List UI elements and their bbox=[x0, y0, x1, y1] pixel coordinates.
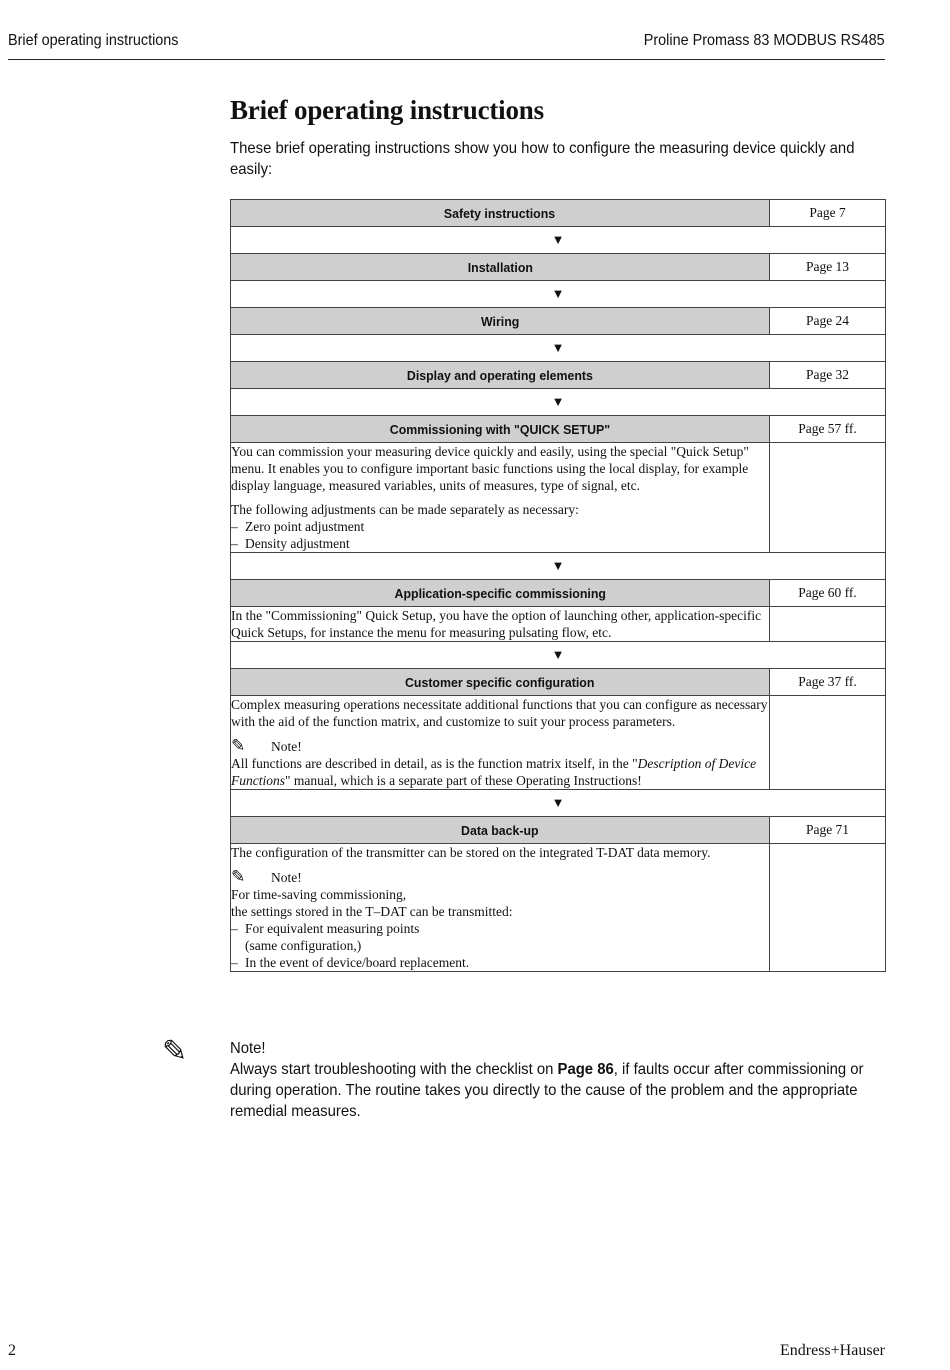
page-reference: Page 24 bbox=[770, 308, 886, 335]
step-row-wiring bbox=[231, 308, 886, 335]
step-description-row bbox=[231, 844, 886, 972]
step-description bbox=[231, 696, 770, 790]
down-arrow-icon: ▼ bbox=[231, 642, 886, 669]
troubleshooting-note bbox=[230, 1038, 881, 1122]
step-label: Customer specific configuration bbox=[405, 674, 595, 690]
pencil-note-icon: ✎ bbox=[231, 736, 246, 755]
step-row-customer-config bbox=[231, 669, 886, 696]
list-item: – For equivalent measuring points bbox=[231, 921, 420, 936]
running-header-left: Brief operating instructions bbox=[8, 32, 179, 49]
step-description-row bbox=[231, 696, 886, 790]
step-row-data-backup bbox=[231, 817, 886, 844]
list-item: – In the event of device/board replacement. bbox=[231, 955, 470, 970]
step-description bbox=[231, 443, 770, 553]
step-row-installation bbox=[231, 254, 886, 281]
step-row-display bbox=[231, 362, 886, 389]
description-text: You can commission your measuring device quickly and easily, using the special "Quick Setup" menu. It enables you to configure important basic functions using the local display, for example display language, measured variables, units of measures, type of signal, etc. bbox=[231, 444, 749, 493]
page-number: 2 bbox=[8, 1342, 16, 1359]
intro-paragraph: These brief operating instructions show you how to configure the measuring device quickly and easily: bbox=[230, 140, 855, 178]
step-label: Commissioning with "QUICK SETUP" bbox=[389, 421, 611, 437]
brand-name: Endress+Hauser bbox=[780, 1342, 885, 1359]
page-reference: Page 7 bbox=[770, 200, 886, 227]
page-reference: Page 13 bbox=[770, 254, 886, 281]
step-label: Data back-up bbox=[461, 822, 539, 838]
description-text: The configuration of the transmitter can be stored on the integrated T-DAT data memory. bbox=[231, 845, 711, 860]
step-label: Wiring bbox=[480, 313, 520, 329]
procedure-flow-table bbox=[230, 199, 886, 972]
step-label: Safety instructions bbox=[444, 205, 556, 221]
description-text: In the "Commissioning" Quick Setup, you have the option of launching other, application-specific Quick Setups, for instance the menu for measuring pulsating flow, etc. bbox=[231, 608, 762, 640]
page-link: Page 86 bbox=[557, 1061, 614, 1078]
description-text: Complex measuring operations necessitate additional functions that you can configure as necessary with the aid of the function matrix, and customize to suit your process parameters. bbox=[231, 697, 768, 729]
step-row-safety bbox=[231, 200, 886, 227]
list-item: – Density adjustment bbox=[231, 536, 350, 551]
step-description-row bbox=[231, 607, 886, 642]
list-item: – Zero point adjustment bbox=[231, 519, 365, 534]
down-arrow-icon: ▼ bbox=[231, 335, 886, 362]
step-description bbox=[231, 844, 770, 972]
header-rule bbox=[8, 59, 885, 60]
note-text: ✎ Note! For time-saving commissioning, the settings stored in the T–DAT can be transmitted: – For equivalent measuring points (same configuration,) – In the event of device/board replacement. bbox=[231, 868, 769, 971]
down-arrow-icon: ▼ bbox=[231, 227, 886, 254]
page-reference: Page 37 ff. bbox=[770, 669, 886, 696]
running-header-right: Proline Promass 83 MODBUS RS485 bbox=[644, 32, 885, 49]
step-label: Application-specific commissioning bbox=[394, 585, 606, 601]
step-description-row bbox=[231, 443, 886, 553]
down-arrow-icon: ▼ bbox=[231, 389, 886, 416]
description-text: The following adjustments can be made separately as necessary: – Zero point adjustment – Density adjustment bbox=[231, 501, 769, 552]
down-arrow-icon: ▼ bbox=[231, 790, 886, 817]
page-title: Brief operating instructions bbox=[230, 95, 544, 125]
page-reference: Page 60 ff. bbox=[770, 580, 886, 607]
step-description bbox=[231, 607, 770, 642]
pencil-note-icon: ✎ bbox=[162, 1035, 188, 1068]
step-label: Installation bbox=[467, 259, 533, 275]
pencil-note-icon: ✎ bbox=[231, 867, 246, 886]
step-row-application bbox=[231, 580, 886, 607]
page-reference: Page 32 bbox=[770, 362, 886, 389]
down-arrow-icon: ▼ bbox=[231, 281, 886, 308]
note-text: Always start troubleshooting with the checklist on Page 86, if faults occur after commissioning or during operation. The routine takes you directly to the cause of the problem and the appropriate remedial measures. bbox=[230, 1061, 864, 1120]
step-label: Display and operating elements bbox=[407, 367, 593, 383]
down-arrow-icon: ▼ bbox=[231, 553, 886, 580]
step-row-quick-setup bbox=[231, 416, 886, 443]
page-reference: Page 71 bbox=[770, 817, 886, 844]
note-label: Note! bbox=[230, 1040, 266, 1057]
note-text: ✎ Note! All functions are described in detail, as is the function matrix itself, in the "Description of Device Functions" manual, which is a separate part of these Operating Instructions! bbox=[231, 736, 757, 788]
page-reference: Page 57 ff. bbox=[770, 416, 886, 443]
